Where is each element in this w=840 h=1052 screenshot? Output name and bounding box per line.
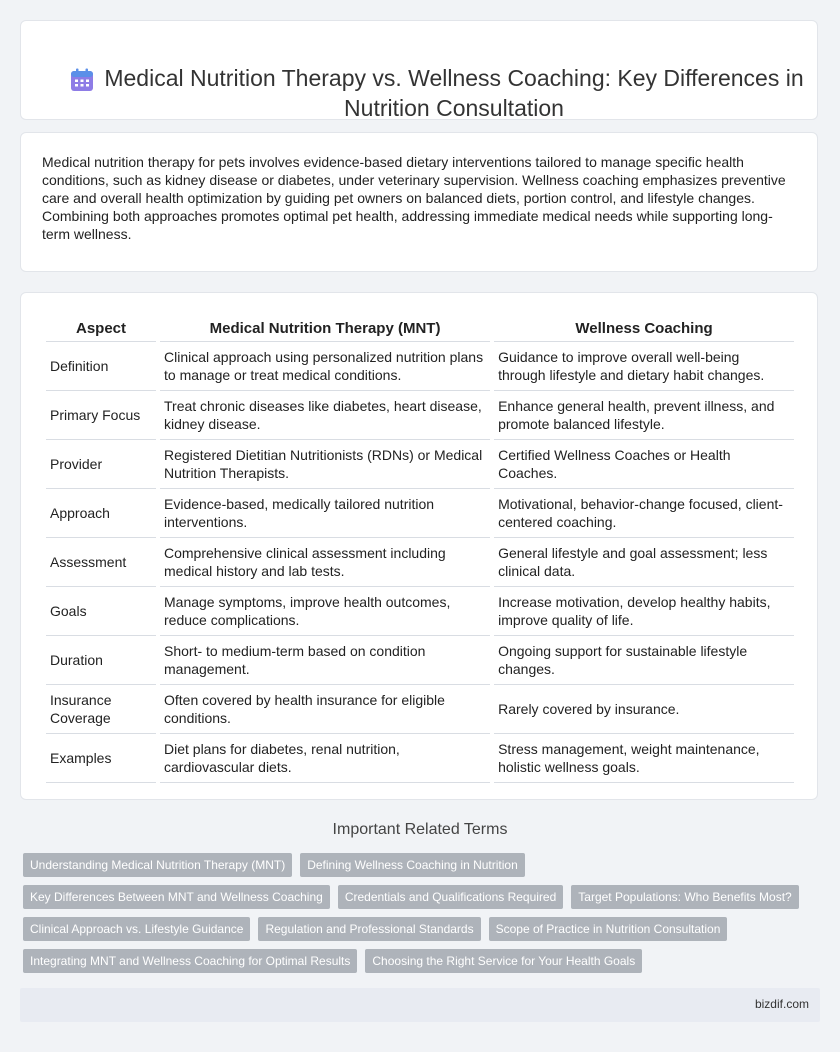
comparison-card — [20, 292, 818, 800]
row-wellness: Ongoing support for sustainable lifestyle changes. — [494, 636, 794, 685]
table-row — [46, 538, 794, 587]
related-term-tag[interactable]: Understanding Medical Nutrition Therapy (MNT) — [23, 853, 292, 877]
page-title: Medical Nutrition Therapy vs. Wellness Coaching: Key Differences in Nutrition Consultation — [104, 65, 804, 121]
row-mnt: Diet plans for diabetes, renal nutrition, cardiovascular diets. — [160, 734, 490, 783]
row-aspect: Definition — [46, 342, 156, 391]
header-wellness: Wellness Coaching — [494, 313, 794, 342]
related-term-tag[interactable]: Regulation and Professional Standards — [258, 917, 480, 941]
row-mnt: Manage symptoms, improve health outcomes, reduce complications. — [160, 587, 490, 636]
row-mnt: Registered Dietitian Nutritionists (RDNs) or Medical Nutrition Therapists. — [160, 440, 490, 489]
row-wellness: Increase motivation, develop healthy habits, improve quality of life. — [494, 587, 794, 636]
row-wellness: Guidance to improve overall well-being through lifestyle and dietary habit changes. — [494, 342, 794, 391]
related-term-tag[interactable]: Clinical Approach vs. Lifestyle Guidance — [23, 917, 250, 941]
row-aspect: Primary Focus — [46, 391, 156, 440]
related-term-tag[interactable]: Credentials and Qualifications Required — [338, 885, 563, 909]
row-wellness: Rarely covered by insurance. — [494, 685, 794, 734]
related-term-tag[interactable]: Key Differences Between MNT and Wellness Coaching — [23, 885, 330, 909]
related-term-tag[interactable]: Target Populations: Who Benefits Most? — [571, 885, 798, 909]
table-row — [46, 342, 794, 391]
intro-text: Medical nutrition therapy for pets involves evidence-based dietary interventions tailored to manage specific health conditions, such as kidney disease or diabetes, under veterinary supervision. Wellness coaching emphasizes preventive care and overall health optimization by guiding pet owners on balanced diets, portion control, and lifestyle changes. Combining both approaches promotes optimal pet health, addressing immediate medical needs while supporting long-term wellness. — [42, 154, 786, 242]
row-wellness: Motivational, behavior-change focused, client-centered coaching. — [494, 489, 794, 538]
header-mnt: Medical Nutrition Therapy (MNT) — [160, 313, 490, 342]
row-aspect: Examples — [46, 734, 156, 783]
row-wellness: Certified Wellness Coaches or Health Coaches. — [494, 440, 794, 489]
table-row — [46, 440, 794, 489]
related-term-tag[interactable]: Integrating MNT and Wellness Coaching for Optimal Results — [23, 949, 357, 973]
row-mnt: Short- to medium-term based on condition management. — [160, 636, 490, 685]
header-card — [20, 20, 818, 120]
related-terms-list — [23, 853, 823, 981]
row-aspect: Duration — [46, 636, 156, 685]
row-mnt: Evidence-based, medically tailored nutrition interventions. — [160, 489, 490, 538]
table-row — [46, 587, 794, 636]
footer — [20, 988, 820, 1022]
table-row — [46, 391, 794, 440]
row-mnt: Clinical approach using personalized nutrition plans to manage or treat medical conditions. — [160, 342, 490, 391]
footer-site-link[interactable]: bizdif.com — [754, 997, 809, 1011]
row-aspect: Insurance Coverage — [46, 685, 156, 734]
row-aspect: Assessment — [46, 538, 156, 587]
row-mnt: Often covered by health insurance for eligible conditions. — [160, 685, 490, 734]
table-header-row — [46, 313, 794, 342]
row-wellness: General lifestyle and goal assessment; less clinical data. — [494, 538, 794, 587]
row-aspect: Goals — [46, 587, 156, 636]
related-term-tag[interactable]: Defining Wellness Coaching in Nutrition — [300, 853, 525, 877]
table-row — [46, 685, 794, 734]
row-aspect: Approach — [46, 489, 156, 538]
comparison-table — [42, 313, 798, 783]
row-wellness: Enhance general health, prevent illness, and promote balanced lifestyle. — [494, 391, 794, 440]
row-mnt: Treat chronic diseases like diabetes, heart disease, kidney disease. — [160, 391, 490, 440]
related-terms-title: Important Related Terms — [332, 821, 508, 838]
row-aspect: Provider — [46, 440, 156, 489]
calendar-icon — [69, 67, 95, 93]
header-aspect: Aspect — [46, 313, 156, 342]
row-wellness: Stress management, weight maintenance, holistic wellness goals. — [494, 734, 794, 783]
table-row — [46, 734, 794, 783]
related-term-tag[interactable]: Scope of Practice in Nutrition Consultation — [489, 917, 728, 941]
row-mnt: Comprehensive clinical assessment including medical history and lab tests. — [160, 538, 490, 587]
table-row — [46, 636, 794, 685]
related-term-tag[interactable]: Choosing the Right Service for Your Health Goals — [365, 949, 642, 973]
table-row — [46, 489, 794, 538]
intro-card — [20, 132, 818, 272]
